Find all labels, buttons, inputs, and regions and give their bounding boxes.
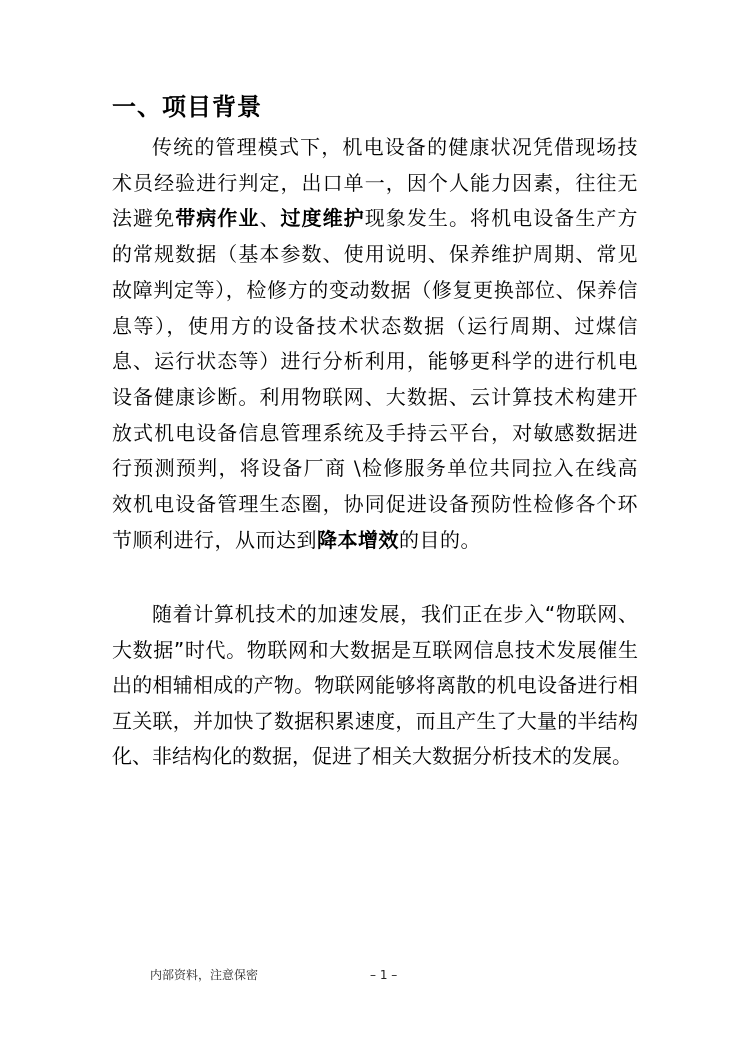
paragraph-text: 、 [259,206,281,231]
bold-term-over-maintenance: 过度维护 [280,206,365,231]
paragraph-project-background [112,130,638,558]
footer-confidential-note: 内部资料，注意保密 [150,968,259,982]
section-heading: 一、项目背景 [112,93,262,121]
paragraph-iot-big-data: 随着计算机技术的加速发展，我们正在步入“物联网、大数据”时代。物联网和大数据是互联网信息技术发展催生出的相辅相成的产物。物联网能够将离散的机电设备进行相互关联，并加快了数据积累速度，而且产生了大量的半结构化、非结构化的数据，促进了相关大数据分析技术的发展。 [112,602,638,769]
bold-term-sick-operation: 带病作业 [175,206,260,231]
paragraph-text: 现象发生。将机电设备生产方的常规数据（基本参数、使用说明、保养维护周期、常见故障判定等），检修方的变动数据（修复更换部位、保养信息等），使用方的设备技术状态数据（运行周期、过煤信息、运行状态等）进行分析利用，能够更科学的进行机电设备健康诊断。利用物联网、大数据、云计算技术构建开放式机电设备信息管理系统及手持云平台，对敏感数据进行预测预判，将设备厂商 \检修服务单位共同拉入在线高效机电设备管理生态圈，协同促进设备预防性检修各个环节顺利进行，从而达到 [112,206,638,552]
page-number: – 1 – [370,968,398,982]
paragraph-text: 传统的管理模式下，机电设备的健康状况凭借现场技术员经验进行判定，出口单一，因个人能力因素，往往无法避免 [112,135,638,231]
bold-term-cost-reduction: 降本增效 [317,527,399,552]
paragraph-text: 的目的。 [399,527,481,552]
